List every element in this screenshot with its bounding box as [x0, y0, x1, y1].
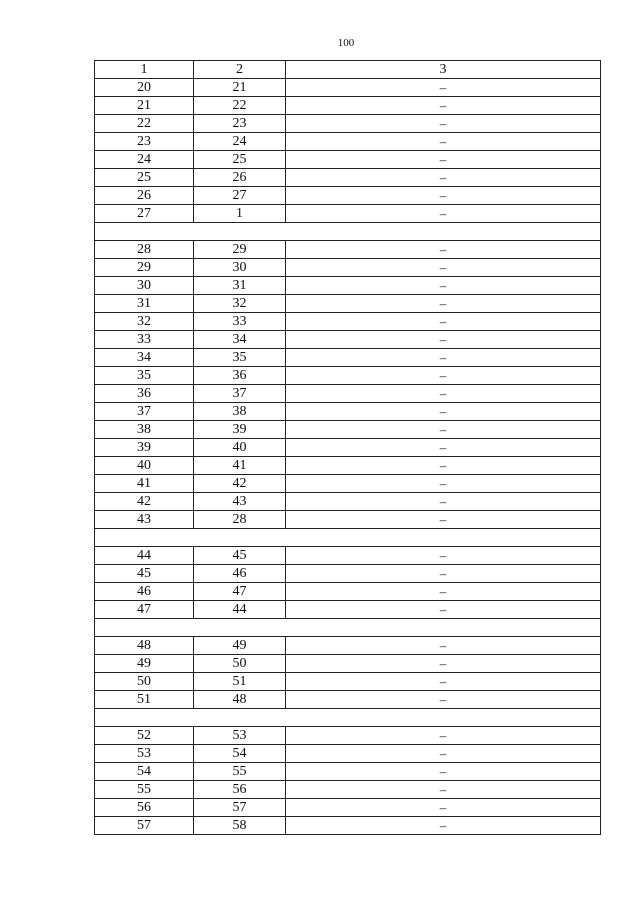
table-cell-col-1: 26	[95, 187, 194, 205]
table-cell-col-1: 28	[95, 241, 194, 259]
table-cell-col-3: –	[286, 493, 601, 511]
table-cell-col-1: 32	[95, 313, 194, 331]
table-cell-col-3: –	[286, 691, 601, 709]
table-row	[95, 331, 601, 349]
table-cell-col-1: 30	[95, 277, 194, 295]
table-cell-col-3: –	[286, 763, 601, 781]
table-cell-col-1: 35	[95, 367, 194, 385]
table-cell-col-2: 56	[194, 781, 286, 799]
table-cell-col-1: 27	[95, 205, 194, 223]
table-cell-col-2: 24	[194, 133, 286, 151]
table-cell-col-2: 50	[194, 655, 286, 673]
table-cell-col-1: 25	[95, 169, 194, 187]
table-cell-col-2: 23	[194, 115, 286, 133]
table-cell-col-3: –	[286, 655, 601, 673]
table-cell-col-1: 40	[95, 457, 194, 475]
table-cell-col-3: –	[286, 349, 601, 367]
table-row	[95, 151, 601, 169]
table-cell-col-3: –	[286, 277, 601, 295]
table-row	[95, 421, 601, 439]
table-cell-col-1: 46	[95, 583, 194, 601]
table-row	[95, 493, 601, 511]
group-separator-row	[95, 709, 601, 727]
table-cell-col-2: 28	[194, 511, 286, 529]
table-cell-col-3: –	[286, 115, 601, 133]
table-row	[95, 475, 601, 493]
table-row	[95, 601, 601, 619]
table-cell-col-3: –	[286, 439, 601, 457]
group-separator-row	[95, 529, 601, 547]
table-row	[95, 637, 601, 655]
table-cell-col-2: 35	[194, 349, 286, 367]
column-header-2: 2	[194, 61, 286, 79]
table-cell-col-1: 42	[95, 493, 194, 511]
table-cell-col-1: 48	[95, 637, 194, 655]
table-cell-col-3: –	[286, 637, 601, 655]
table-row	[95, 313, 601, 331]
table-cell-col-3: –	[286, 241, 601, 259]
table-row	[95, 349, 601, 367]
table-cell-col-2: 27	[194, 187, 286, 205]
table-cell-col-2: 58	[194, 817, 286, 835]
group-separator-row	[95, 619, 601, 637]
table-body	[95, 79, 601, 835]
table-cell-col-3: –	[286, 601, 601, 619]
table-row	[95, 439, 601, 457]
table-cell-col-2: 34	[194, 331, 286, 349]
table-cell-col-1: 23	[95, 133, 194, 151]
table-row	[95, 781, 601, 799]
table-cell-col-3: –	[286, 295, 601, 313]
table-cell-col-2: 48	[194, 691, 286, 709]
table-cell-col-1: 57	[95, 817, 194, 835]
table-cell-col-3: –	[286, 673, 601, 691]
table-cell-col-2: 26	[194, 169, 286, 187]
table-cell-col-2: 21	[194, 79, 286, 97]
page-number: 100	[337, 37, 355, 49]
table-cell-col-3: –	[286, 187, 601, 205]
table-cell-col-2: 31	[194, 277, 286, 295]
data-table	[94, 60, 601, 835]
table-row	[95, 691, 601, 709]
table-row	[95, 367, 601, 385]
table-cell-col-3: –	[286, 547, 601, 565]
table-cell-col-1: 53	[95, 745, 194, 763]
table-cell-col-1: 50	[95, 673, 194, 691]
group-separator-row	[95, 223, 601, 241]
table-cell-col-2: 38	[194, 403, 286, 421]
table-cell-col-2: 49	[194, 637, 286, 655]
table-cell-col-3: –	[286, 583, 601, 601]
table-row	[95, 205, 601, 223]
table-cell-col-2: 41	[194, 457, 286, 475]
table-row	[95, 511, 601, 529]
table-cell-col-2: 57	[194, 799, 286, 817]
table-cell-col-1: 49	[95, 655, 194, 673]
table-cell-col-1: 56	[95, 799, 194, 817]
table-cell-col-3: –	[286, 259, 601, 277]
group-separator-cell	[95, 223, 601, 241]
group-separator-cell	[95, 619, 601, 637]
table-cell-col-2: 32	[194, 295, 286, 313]
table-row	[95, 403, 601, 421]
table-cell-col-1: 24	[95, 151, 194, 169]
table-cell-col-2: 54	[194, 745, 286, 763]
table-cell-col-3: –	[286, 367, 601, 385]
table-cell-col-3: –	[286, 745, 601, 763]
table-row	[95, 727, 601, 745]
table-row	[95, 79, 601, 97]
table-cell-col-2: 43	[194, 493, 286, 511]
table-cell-col-3: –	[286, 97, 601, 115]
table-cell-col-2: 39	[194, 421, 286, 439]
table-cell-col-1: 47	[95, 601, 194, 619]
table-cell-col-2: 29	[194, 241, 286, 259]
table-row	[95, 817, 601, 835]
table-cell-col-3: –	[286, 133, 601, 151]
table-cell-col-3: –	[286, 421, 601, 439]
table-cell-col-1: 41	[95, 475, 194, 493]
table-row	[95, 241, 601, 259]
table-cell-col-3: –	[286, 817, 601, 835]
table-row	[95, 97, 601, 115]
table-cell-col-2: 47	[194, 583, 286, 601]
table-cell-col-2: 37	[194, 385, 286, 403]
table-cell-col-1: 54	[95, 763, 194, 781]
table-row	[95, 745, 601, 763]
table-cell-col-2: 36	[194, 367, 286, 385]
table-cell-col-1: 38	[95, 421, 194, 439]
table-cell-col-1: 22	[95, 115, 194, 133]
table-cell-col-3: –	[286, 799, 601, 817]
table-row	[95, 133, 601, 151]
table-row	[95, 259, 601, 277]
table-cell-col-3: –	[286, 169, 601, 187]
group-separator-cell	[95, 709, 601, 727]
table-row	[95, 565, 601, 583]
table-cell-col-2: 55	[194, 763, 286, 781]
table-cell-col-2: 45	[194, 547, 286, 565]
table-row	[95, 169, 601, 187]
table-row	[95, 115, 601, 133]
table-cell-col-2: 44	[194, 601, 286, 619]
table-cell-col-1: 33	[95, 331, 194, 349]
table-cell-col-1: 29	[95, 259, 194, 277]
table-cell-col-3: –	[286, 511, 601, 529]
table-cell-col-3: –	[286, 781, 601, 799]
table-cell-col-1: 44	[95, 547, 194, 565]
column-header-3: 3	[286, 61, 601, 79]
table-cell-col-1: 43	[95, 511, 194, 529]
table-cell-col-1: 55	[95, 781, 194, 799]
table-cell-col-1: 45	[95, 565, 194, 583]
table-cell-col-2: 22	[194, 97, 286, 115]
table-cell-col-3: –	[286, 457, 601, 475]
column-header-1: 1	[95, 61, 194, 79]
table-header-row	[95, 61, 601, 79]
table-cell-col-2: 25	[194, 151, 286, 169]
table-cell-col-3: –	[286, 403, 601, 421]
table-cell-col-1: 34	[95, 349, 194, 367]
table-row	[95, 295, 601, 313]
table-row	[95, 187, 601, 205]
table-cell-col-2: 53	[194, 727, 286, 745]
table-cell-col-2: 51	[194, 673, 286, 691]
table-cell-col-1: 21	[95, 97, 194, 115]
table-cell-col-2: 46	[194, 565, 286, 583]
table-cell-col-3: –	[286, 151, 601, 169]
table-cell-col-1: 39	[95, 439, 194, 457]
table-cell-col-3: –	[286, 331, 601, 349]
table-row	[95, 583, 601, 601]
table-cell-col-1: 20	[95, 79, 194, 97]
table-cell-col-3: –	[286, 79, 601, 97]
table-row	[95, 799, 601, 817]
table-cell-col-1: 36	[95, 385, 194, 403]
table-row	[95, 457, 601, 475]
table-row	[95, 547, 601, 565]
table-cell-col-3: –	[286, 205, 601, 223]
table-cell-col-3: –	[286, 475, 601, 493]
table-cell-col-2: 1	[194, 205, 286, 223]
table-cell-col-2: 33	[194, 313, 286, 331]
table-cell-col-2: 42	[194, 475, 286, 493]
table-cell-col-3: –	[286, 385, 601, 403]
table-cell-col-3: –	[286, 313, 601, 331]
table-cell-col-2: 40	[194, 439, 286, 457]
table-cell-col-3: –	[286, 727, 601, 745]
table-cell-col-1: 37	[95, 403, 194, 421]
group-separator-cell	[95, 529, 601, 547]
table-row	[95, 655, 601, 673]
table-row	[95, 385, 601, 403]
table-cell-col-3: –	[286, 565, 601, 583]
table-row	[95, 763, 601, 781]
table-cell-col-1: 31	[95, 295, 194, 313]
table-cell-col-1: 51	[95, 691, 194, 709]
table-cell-col-1: 52	[95, 727, 194, 745]
table-cell-col-2: 30	[194, 259, 286, 277]
table-row	[95, 673, 601, 691]
table-row	[95, 277, 601, 295]
